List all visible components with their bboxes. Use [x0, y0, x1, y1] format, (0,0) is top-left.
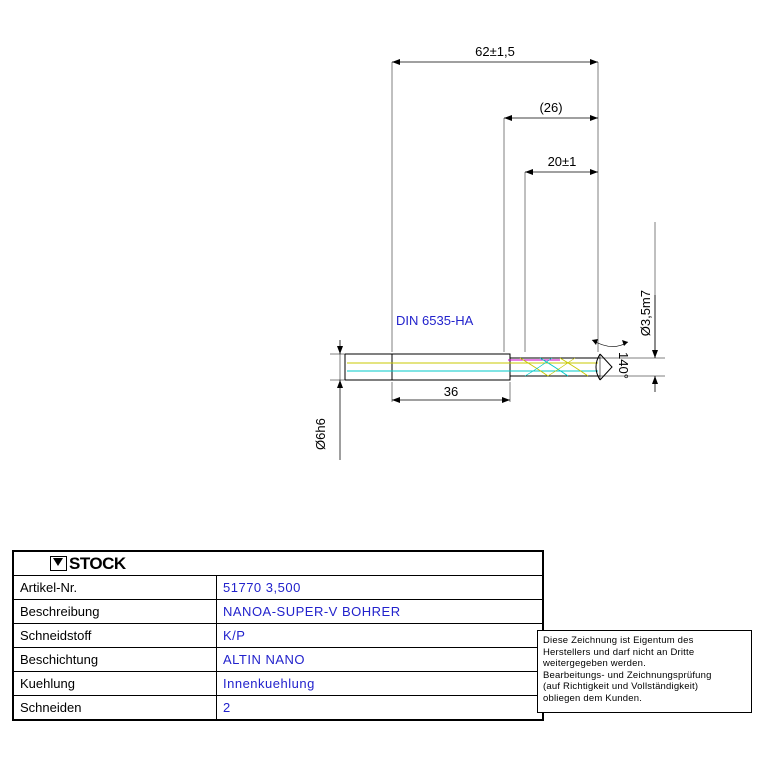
row-label: Beschreibung: [14, 600, 217, 624]
row-label: Kuehlung: [14, 672, 217, 696]
note-line: Diese Zeichnung ist Eigentum des: [543, 635, 694, 646]
dimension-shank-diameter: [313, 340, 350, 460]
copyright-note-block: [537, 630, 752, 713]
title-block: [12, 550, 544, 721]
note-line: (auf Richtigkeit und Vollständigkeit): [543, 681, 699, 692]
title-block-logo-row: [14, 552, 543, 576]
row-label: Artikel-Nr.: [14, 576, 217, 600]
logo-cell: [14, 552, 543, 576]
note-line: weitergegeben werden.: [543, 658, 646, 669]
note-line: Herstellers und darf nicht an Dritte: [543, 646, 695, 658]
table-row: [14, 624, 543, 648]
dimension-flute-length-text: 20±1: [547, 154, 577, 169]
row-label: Schneidstoff: [14, 624, 217, 648]
logo-text: STOCK: [69, 554, 126, 573]
dimension-cutting-diameter: [600, 222, 665, 392]
table-row: [14, 648, 543, 672]
dimension-shank-diameter-text: Ø6h6: [313, 418, 328, 450]
dimension-cutting-diameter-text: Ø3,5m7: [638, 290, 653, 337]
dimension-bracket-length-text: (26): [539, 100, 563, 115]
standard-label: DIN 6535-HA: [396, 313, 474, 328]
dimension-overall-length: [392, 44, 598, 352]
stock-logo-icon: [50, 556, 67, 571]
dimension-bracket-length: [504, 100, 598, 352]
row-label: Schneiden: [14, 696, 217, 720]
table-row: [14, 576, 543, 600]
dimension-overall-length-text: 62±1,5: [475, 44, 515, 59]
row-value: NANOA-SUPER-V BOHRER: [217, 600, 543, 624]
tool-geometry: [345, 354, 612, 380]
row-value: 51770 3,500: [217, 576, 543, 600]
table-row: [14, 672, 543, 696]
row-value: 2: [217, 696, 543, 720]
dimension-point-angle-text: 140°: [616, 352, 631, 379]
note-line: obliegen dem Kunden.: [543, 692, 643, 704]
dimension-flute-length: [525, 154, 598, 352]
table-row: [14, 696, 543, 720]
dimension-shank-length: [392, 382, 510, 403]
row-label: Beschichtung: [14, 648, 217, 672]
row-value: ALTIN NANO: [217, 648, 543, 672]
dimension-shank-length-text: 36: [443, 384, 459, 399]
row-value: K/P: [217, 624, 543, 648]
table-row: [14, 600, 543, 624]
note-line: Bearbeitungs- und Zeichnungsprüfung: [543, 669, 712, 681]
row-value: Innenkuehlung: [217, 672, 543, 696]
